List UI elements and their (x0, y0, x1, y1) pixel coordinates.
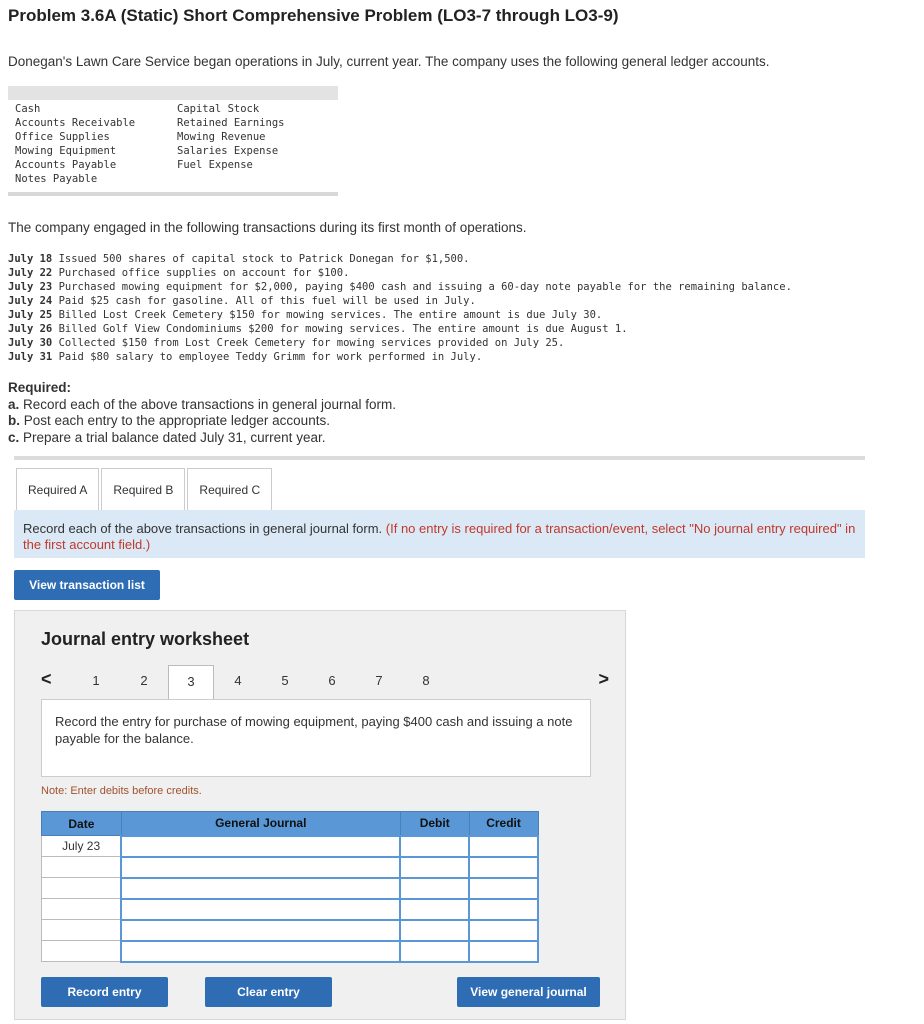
page-1[interactable]: 1 (92, 673, 100, 688)
accounts-column-1 (15, 102, 135, 186)
accounts-topbar (8, 86, 338, 100)
entry-description: Record the entry for purchase of mowing equipment, paying $400 cash and issuing a note payable for the balance. (41, 699, 591, 777)
transaction-item: July 31 Paid $80 salary to employee Teddy Grimm for work performed in July. (8, 351, 483, 363)
transaction-item: July 18 Issued 500 shares of capital stock to Patrick Donegan for $1,500. (8, 253, 470, 265)
account-item: Accounts Receivable (15, 117, 136, 129)
tab-required-a[interactable]: Required A (16, 468, 99, 510)
required-item: b. Post each entry to the appropriate ledger accounts. (8, 413, 330, 428)
date-cell[interactable] (42, 920, 122, 941)
debit-input[interactable] (400, 920, 469, 941)
account-item: Office Supplies (15, 131, 110, 143)
debit-input[interactable] (400, 899, 469, 920)
account-input[interactable] (121, 941, 400, 962)
transaction-item: July 25 Billed Lost Creek Cemetery $150 for mowing services. The entire amount is due July 30. (8, 309, 603, 321)
column-general-journal: General Journal (121, 812, 400, 836)
journal-row (42, 857, 539, 878)
instruction-box (14, 510, 865, 558)
divider (14, 456, 865, 460)
worksheet-pager (41, 665, 609, 697)
transaction-item: July 30 Collected $150 from Lost Creek Cemetery for mowing services provided on July 25. (8, 337, 565, 349)
chevron-right-icon[interactable]: > (598, 669, 609, 689)
account-item: Salaries Expense (177, 145, 279, 157)
record-entry-button[interactable]: Record entry (41, 977, 168, 1007)
required-heading: Required: (8, 380, 72, 395)
account-item: Notes Payable (15, 173, 98, 185)
debit-input[interactable] (400, 836, 469, 857)
journal-header-row (42, 812, 539, 836)
clear-entry-button[interactable]: Clear entry (205, 977, 332, 1007)
accounts-list (8, 86, 338, 196)
chevron-left-icon[interactable]: < (41, 669, 52, 689)
general-journal-table (41, 811, 539, 963)
account-item: Cash (15, 103, 41, 115)
page-5[interactable]: 5 (281, 673, 289, 688)
account-input[interactable] (121, 899, 400, 920)
account-item: Mowing Equipment (15, 145, 117, 157)
page-4[interactable]: 4 (234, 673, 242, 688)
required-item: a. Record each of the above transactions in general journal form. (8, 396, 396, 412)
column-credit: Credit (469, 812, 538, 836)
required-section (8, 380, 396, 446)
transactions-intro: The company engaged in the following transactions during its first month of operations. (8, 220, 527, 235)
page-7[interactable]: 7 (375, 673, 383, 688)
date-cell[interactable] (42, 941, 122, 962)
transaction-item: July 22 Purchased office supplies on account for $100. (8, 267, 350, 279)
required-item: c. Prepare a trial balance dated July 31, current year. (8, 429, 326, 445)
column-date: Date (42, 812, 122, 836)
journal-row (42, 878, 539, 899)
account-item: Fuel Expense (177, 159, 253, 171)
page-3[interactable]: 3 (168, 665, 214, 699)
date-cell[interactable]: July 23 (42, 836, 122, 857)
page-8[interactable]: 8 (422, 673, 430, 688)
transaction-item: July 23 Purchased mowing equipment for $2,000, paying $400 cash and issuing a 60-day note payable for the remaining balance. (8, 281, 792, 293)
date-cell[interactable] (42, 878, 122, 899)
debit-input[interactable] (400, 878, 469, 899)
journal-row (42, 920, 539, 941)
account-input[interactable] (121, 878, 400, 899)
view-general-journal-button[interactable]: View general journal (457, 977, 600, 1007)
account-input[interactable] (121, 836, 400, 857)
debit-input[interactable] (400, 857, 469, 878)
account-input[interactable] (121, 857, 400, 878)
debit-input[interactable] (400, 941, 469, 962)
credit-input[interactable] (469, 836, 538, 857)
accounts-bottombar (8, 192, 338, 196)
instruction-main: Record each of the above transactions in general journal form. (23, 521, 383, 536)
page-2[interactable]: 2 (140, 673, 148, 688)
credit-input[interactable] (469, 920, 538, 941)
accounts-column-2 (177, 102, 284, 172)
column-debit: Debit (400, 812, 469, 836)
account-item: Mowing Revenue (177, 131, 266, 143)
date-cell[interactable] (42, 857, 122, 878)
entry-note: Note: Enter debits before credits. (41, 785, 202, 797)
intro-text: Donegan's Lawn Care Service began operations in July, current year. The company uses the following general ledger accounts. (8, 54, 770, 69)
journal-row (42, 836, 539, 857)
credit-input[interactable] (469, 941, 538, 962)
transactions-list (8, 252, 792, 364)
account-item: Accounts Payable (15, 159, 117, 171)
credit-input[interactable] (469, 899, 538, 920)
journal-entry-worksheet (14, 610, 626, 1020)
account-item: Retained Earnings (177, 117, 285, 129)
journal-row (42, 899, 539, 920)
tab-required-c[interactable]: Required C (187, 468, 272, 510)
required-tabs (16, 468, 274, 510)
page-6[interactable]: 6 (328, 673, 336, 688)
view-transaction-list-button[interactable]: View transaction list (14, 570, 160, 600)
credit-input[interactable] (469, 878, 538, 899)
credit-input[interactable] (469, 857, 538, 878)
account-input[interactable] (121, 920, 400, 941)
instruction-hint: (If no entry is required for a transaction/event, select "No journal entry required" in the first account field.) (23, 521, 856, 552)
account-item: Capital Stock (177, 103, 260, 115)
tab-required-b[interactable]: Required B (101, 468, 185, 510)
page-title: Problem 3.6A (Static) Short Comprehensive Problem (LO3-7 through LO3-9) (8, 6, 619, 25)
date-cell[interactable] (42, 899, 122, 920)
transaction-item: July 24 Paid $25 cash for gasoline. All of this fuel will be used in July. (8, 295, 476, 307)
transaction-item: July 26 Billed Golf View Condominiums $200 for mowing services. The entire amount is due August 1. (8, 323, 628, 335)
journal-row (42, 941, 539, 962)
worksheet-title: Journal entry worksheet (41, 629, 250, 649)
